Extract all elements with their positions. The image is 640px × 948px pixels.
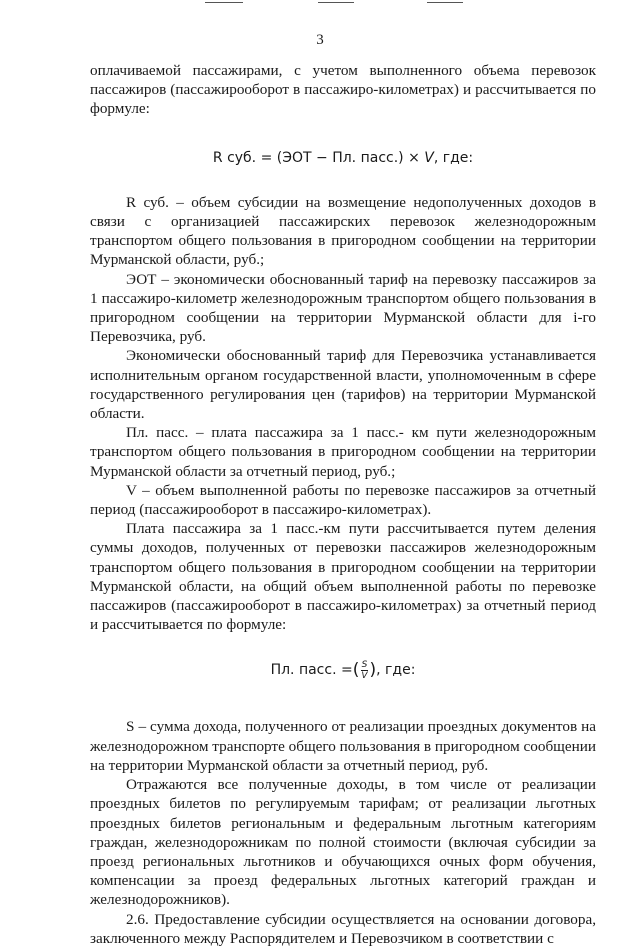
formula-expression: = (ЭОТ − Пл. пасс.) × bbox=[256, 149, 425, 166]
definition-v: V – объем выполненной работы по перевозке пассажиров за отчетный период (пассажирооборот в пассажиро-километрах). bbox=[90, 481, 596, 519]
paragraph-2-6: 2.6. Предоставление субсидии осуществляется на основании договора, заключенного между Распорядителем и Перевозчиком в соответствии с bbox=[90, 910, 596, 947]
top-rule-right bbox=[427, 2, 463, 3]
fee-formula-numerator: S bbox=[361, 660, 368, 671]
subsidy-formula bbox=[90, 149, 596, 168]
definition-eot: ЭОТ – экономически обоснованный тариф на перевозку пассажиров за 1 пассажиро-километр железнодорожным транспортом общего пользования в пригородном сообщении на территории Мурманской области для i-го Перевозчика, руб. bbox=[90, 270, 596, 346]
formula-variable: V bbox=[424, 149, 434, 166]
fee-formula-tail: , где: bbox=[376, 662, 416, 679]
definition-s: S – сумма дохода, полученного от реализации проездных документов на железнодорожном транспорте общего пользования в пригородном сообщении на территории Мурманской области за отчетный период, руб. bbox=[90, 718, 596, 774]
fee-formula bbox=[90, 660, 596, 681]
paragraph-tariff: Экономически обоснованный тариф для Перевозчика устанавливается исполнительным органом государственной власти, уполномоченным в сфере государственного регулирования цен (тарифов) на территории Мурманской области. bbox=[90, 347, 596, 423]
document-body bbox=[90, 61, 596, 948]
definition-pl-pass: Пл. пасс. – плата пассажира за 1 пасс.- км пути железнодорожным транспортом общего пользования в пригородном сообщении на территории Мурманской области за отчетный период, руб.; bbox=[90, 424, 596, 480]
intro-paragraph: оплачиваемой пассажирами, с учетом выполненного объема перевозок пассажиров (пассажирооборот в пассажиро-километрах) и рассчитывается по формуле: bbox=[90, 62, 596, 118]
paragraph-income: Отражаются все полученные доходы, в том числе от реализации проездных билетов по регулируемым тарифам; от реализации льготных проездных билетов региональным и федеральным льготным категориям граждан, железнодорожникам по полной стоимости (включая субсидии за проезд региональных льготников и обучающихся очных форм обучения, компенсации за проезд федеральных льготных категорий граждан и железнодорожников). bbox=[90, 776, 596, 909]
fee-formula-lhs: Пл. пасс. = bbox=[270, 662, 353, 679]
top-rule-left bbox=[205, 2, 243, 3]
fee-formula-open-paren: ( bbox=[352, 660, 360, 681]
page-number: 3 bbox=[316, 32, 324, 48]
paragraph-fee-calc: Плата пассажира за 1 пасс.-км пути рассчитывается путем деления суммы доходов, полученных от перевозки пассажиров железнодорожным транспортом общего пользования в пригородном сообщении на территории Мурманской области, на общий объем выполненной работы по перевозке пассажиров (пассажирооборот в пассажиро-километрах) за отчетный период и рассчитывается по формуле: bbox=[90, 520, 596, 634]
formula-lhs: R суб. bbox=[212, 149, 257, 166]
fee-formula-fraction bbox=[360, 660, 368, 681]
top-rule-middle bbox=[318, 2, 354, 3]
fee-formula-close-paren: ) bbox=[369, 660, 377, 681]
definition-r-sub: R суб. – объем субсидии на возмещение недополученных доходов в связи с организацией пассажирских перевозок железнодорожным транспортом общего пользования в пригородном сообщении на территории Мурманской области, руб.; bbox=[90, 193, 596, 269]
fee-formula-denominator: V bbox=[361, 671, 368, 682]
formula-tail: , где: bbox=[433, 149, 474, 166]
